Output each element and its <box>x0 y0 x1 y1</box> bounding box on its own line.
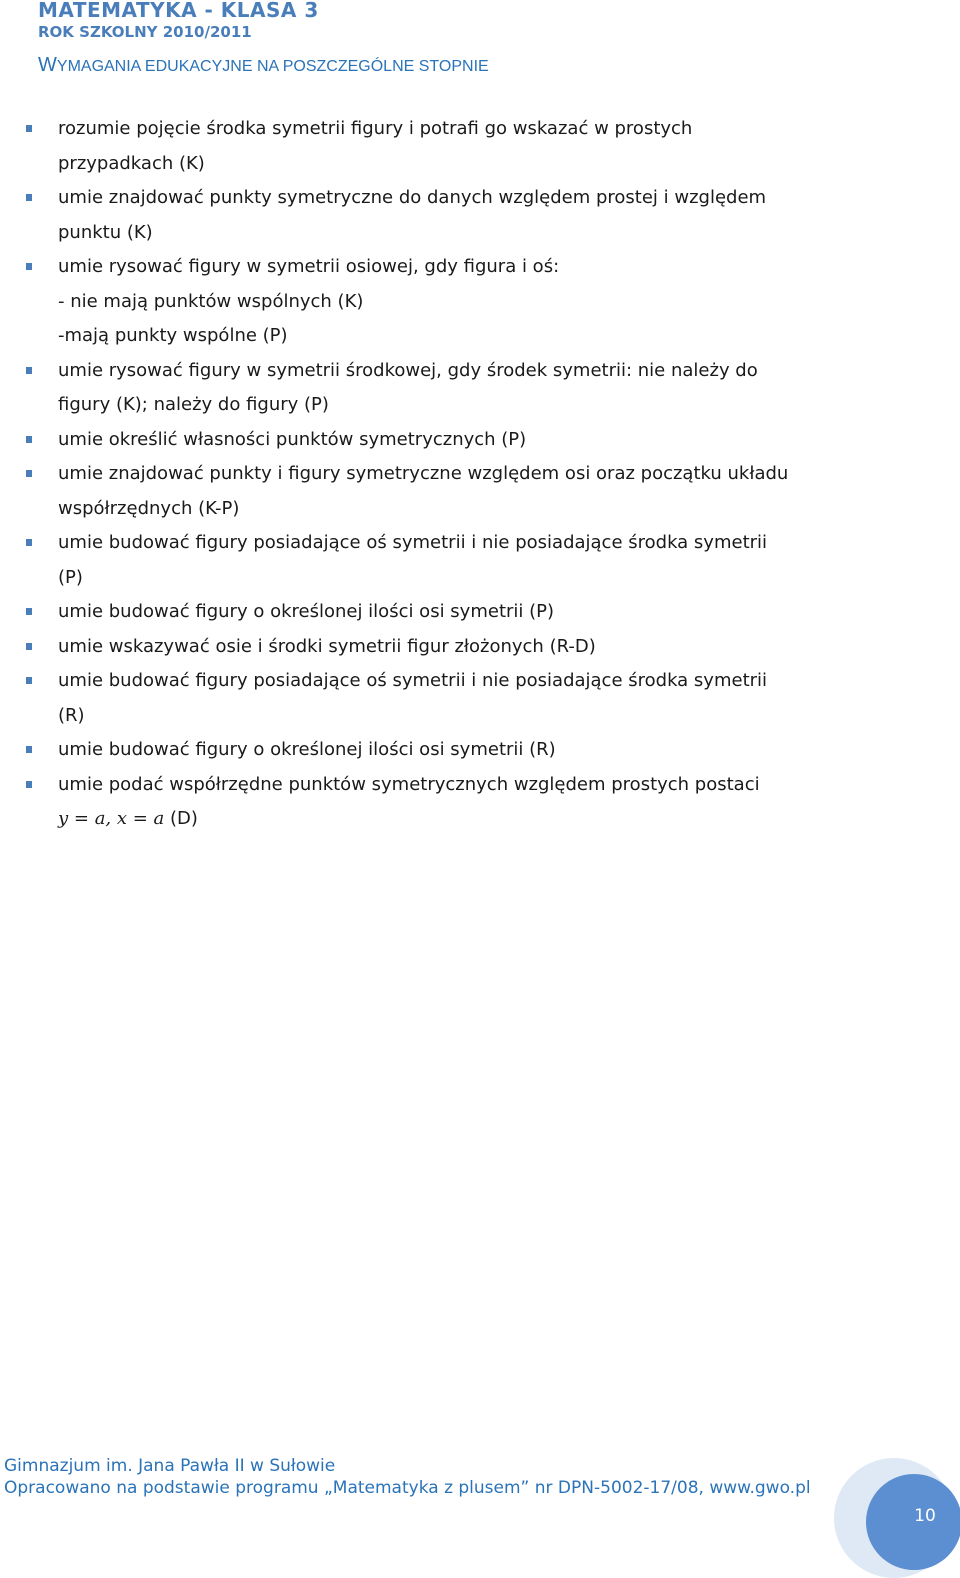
footer-program: Opracowano na podstawie programu „Matematyka z plusem” nr DPN-5002-17/08, www.gwo.pl <box>4 1478 811 1498</box>
requirement-text-line: współrzędnych (K-P) <box>58 497 240 519</box>
square-bullet-icon <box>26 539 32 546</box>
document-title: MATEMATYKA - KLASA 3 <box>38 0 319 22</box>
requirement-text-line: (P) <box>58 566 83 588</box>
requirement-item <box>24 630 904 665</box>
requirement-item <box>24 250 904 354</box>
square-bullet-icon <box>26 125 32 132</box>
square-bullet-icon <box>26 263 32 270</box>
requirement-item <box>24 768 904 837</box>
square-bullet-icon <box>26 367 32 374</box>
requirement-item <box>24 526 904 595</box>
square-bullet-icon <box>26 643 32 650</box>
square-bullet-icon <box>26 746 32 753</box>
requirement-text-line: umie rysować figury w symetrii środkowej, gdy środek symetrii: nie należy do <box>58 359 758 381</box>
requirement-text-line: umie budować figury o określonej ilości osi symetrii (R) <box>58 739 556 760</box>
requirement-text-line: umie wskazywać osie i środki symetrii figur złożonych (R-D) <box>58 635 596 657</box>
requirement-text-line: umie rysować figury w symetrii osiowej, gdy figura i oś: <box>58 256 560 277</box>
formula-level: (D) <box>164 808 198 829</box>
requirement-item <box>24 664 904 733</box>
requirement-text-line: umie podać współrzędne punktów symetrycznych względem prostych postaci <box>58 773 760 795</box>
requirement-item <box>24 733 904 768</box>
requirement-text-line: umie budować figury posiadające oś symetrii i nie posiadające środka symetrii <box>58 532 768 553</box>
requirement-text-line: figury (K); należy do figury (P) <box>58 394 329 415</box>
requirement-formula-line <box>58 802 904 837</box>
requirement-text-line: rozumie pojęcie środka symetrii figury i potrafi go wskazać w prostych <box>58 118 693 139</box>
square-bullet-icon <box>26 436 32 443</box>
requirement-text-line: umie znajdować punkty i figury symetryczne względem osi oraz początku układu <box>58 463 789 484</box>
requirement-item <box>24 112 904 181</box>
requirement-text-line: umie budować figury posiadające oś symetrii i nie posiadające środka symetrii <box>58 670 768 691</box>
square-bullet-icon <box>26 608 32 615</box>
square-bullet-icon <box>26 194 32 201</box>
page-footer <box>4 1455 811 1499</box>
square-bullet-icon <box>26 470 32 477</box>
requirement-item <box>24 423 904 458</box>
footer-school: Gimnazjum im. Jana Pawła II w Sułowie <box>4 1456 336 1476</box>
requirement-item <box>24 354 904 423</box>
requirement-item <box>24 181 904 250</box>
section-heading-rest: YMAGANIA EDUKACYJNE NA POSZCZEGÓLNE STOPNIE <box>56 58 489 75</box>
page-header <box>38 0 489 78</box>
formula: y = a, x = a <box>58 808 165 829</box>
requirement-text-line: przypadkach (K) <box>58 152 205 174</box>
requirement-text-line: -mają punkty wspólne (P) <box>58 325 288 346</box>
school-year: ROK SZKOLNY 2010/2011 <box>38 23 252 41</box>
requirement-text-line: punktu (K) <box>58 221 153 243</box>
requirement-text-line: umie budować figury o określonej ilości osi symetrii (P) <box>58 601 555 622</box>
requirement-text-line: umie określić własności punktów symetrycznych (P) <box>58 428 527 450</box>
requirement-item <box>24 457 904 526</box>
requirement-text-line: (R) <box>58 704 85 726</box>
requirement-item <box>24 595 904 630</box>
square-bullet-icon <box>26 677 32 684</box>
square-bullet-icon <box>26 781 32 788</box>
requirements-list <box>24 112 904 837</box>
requirement-text-line: - nie mają punktów wspólnych (K) <box>58 290 364 312</box>
requirement-text-line: umie znajdować punkty symetryczne do danych względem prostej i względem <box>58 187 767 208</box>
page-number: 10 <box>914 1506 936 1526</box>
section-heading-initial: W <box>38 54 57 76</box>
section-heading <box>38 54 489 78</box>
